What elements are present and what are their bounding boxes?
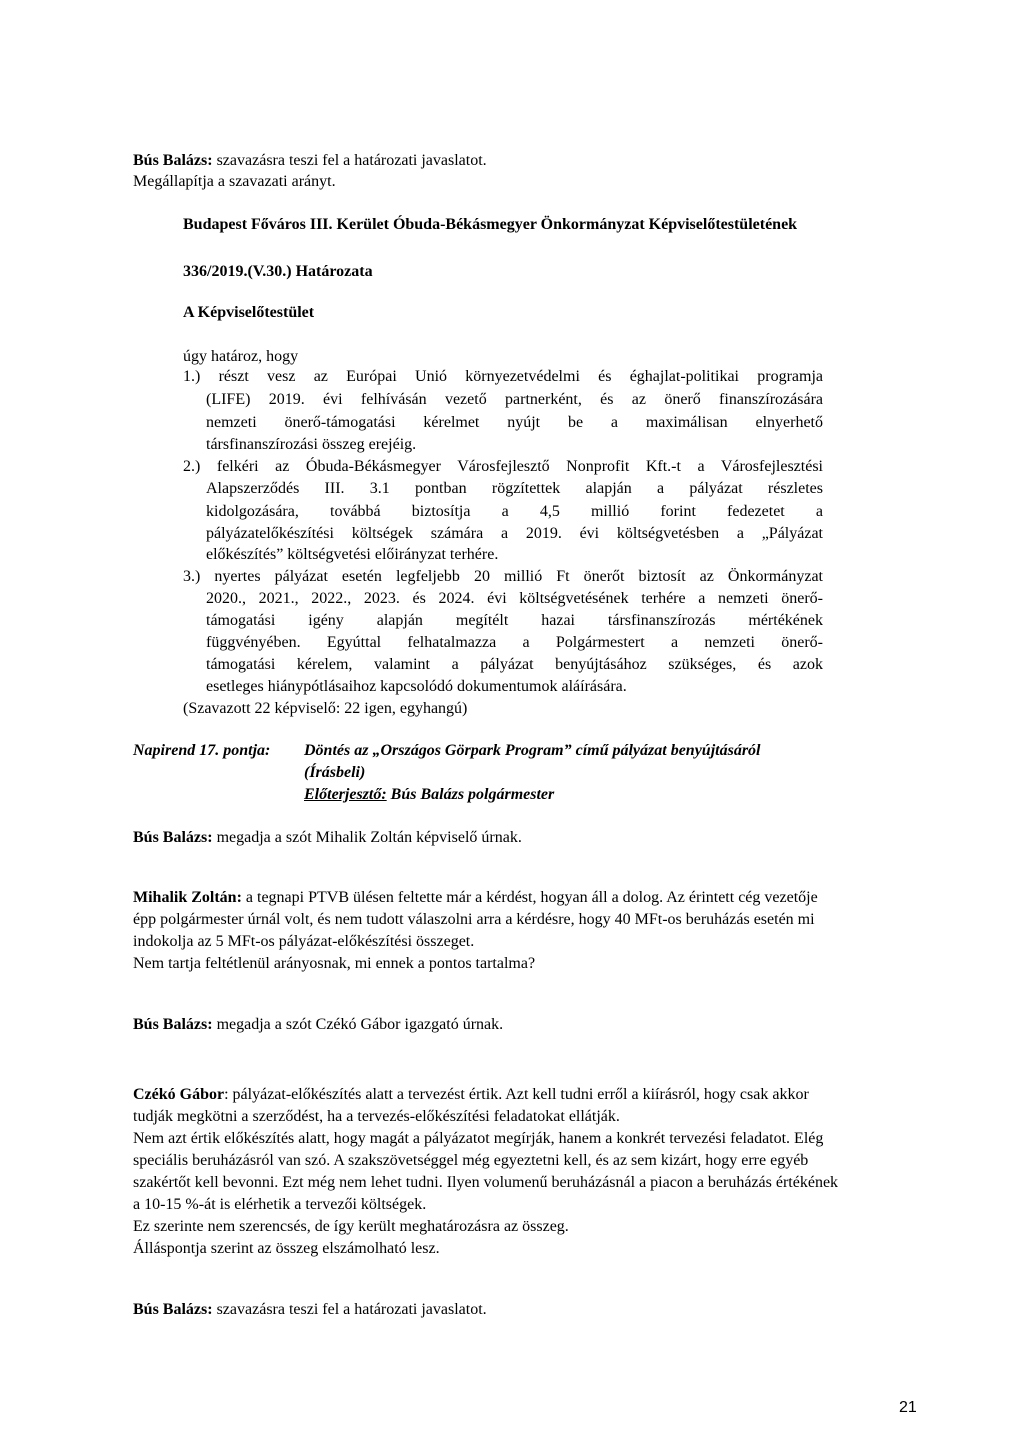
- speech-text: szakértőt kell bevonni. Ezt még nem lehet tudni. Ilyen volumenű beruházásnál a piacon a beruházás értékének: [133, 1174, 839, 1191]
- speech-text: Nem azt értik előkészítés alatt, hogy magát a pályázatot megírják, hanem a konkrét tervezési feladatot. Elég: [133, 1130, 824, 1147]
- speech-text: épp polgármester úrnál volt, és nem tudott válaszolni arra a kérdésre, hogy 40 MFt-os beruházás esetén mi: [133, 911, 815, 928]
- resolution-point-2-line: kidolgozására, továbbá biztosítja a 4,5 millió forint fedezetet a: [206, 503, 823, 520]
- resolution-body-title: A Képviselőtestület: [183, 304, 315, 321]
- page-number: 21: [899, 1399, 917, 1416]
- speech-text: Ez szerinte nem szerencsés, de így került meghatározásra az összeg.: [133, 1218, 569, 1235]
- resolution-number: 336/2019.(V.30.) Határozata: [183, 263, 373, 280]
- speaker-name: Mihalik Zoltán:: [133, 889, 242, 906]
- speaker-name: Bús Balázs:: [133, 152, 213, 169]
- resolution-point-3-line: támogatási kérelem, valamint a pályázat benyújtásához szükséges, és azok: [206, 656, 823, 673]
- speech-text: indokolja az 5 MFt-os pályázat-előkészítési összeget.: [133, 933, 475, 950]
- resolution-point-3-line: támogatási igény alapján megítélt hazai társfinanszírozás mértékének: [206, 612, 823, 629]
- presenter-label: Előterjesztő:: [304, 786, 387, 803]
- resolution-point-2-line: Alapszerződés III. 3.1 pontban rögzítettek alapján a pályázat részletes: [206, 480, 823, 497]
- speech-paragraph: [133, 1015, 503, 1035]
- speech-text: megadja a szót Czékó Gábor igazgató úrnak.: [212, 1016, 504, 1033]
- intro-line-2: Megállapítja a szavazati arányt.: [133, 173, 336, 190]
- speaker-name: Bús Balázs:: [133, 829, 213, 846]
- speech-text: speciális beruházásról van szó. A szakszövetséggel még egyeztetni kell, és az sem kizárt, hogy erre egyéb: [133, 1152, 809, 1169]
- resolution-point-3-line: 3.) nyertes pályázat esetén legfeljebb 20 millió Ft önerőt biztosít az Önkormányzat: [183, 568, 823, 585]
- speaker-name: Czékó Gábor: [133, 1086, 225, 1103]
- resolution-point-1-line: nemzeti önerő-támogatási kérelmet nyújt be a maximálisan elnyerhető: [206, 414, 823, 431]
- resolution-point-3-line: esetleges hiánypótlásaihoz kapcsolódó dokumentumok aláírására.: [206, 678, 627, 695]
- speech-paragraph: [133, 1085, 809, 1105]
- vote-result: (Szavazott 22 képviselő: 22 igen, egyhangú): [183, 700, 468, 717]
- agenda-title: Döntés az „Országos Görpark Program” című pályázat benyújtásáról: [304, 742, 761, 759]
- resolution-point-1-line: társfinanszírozási összeg erejéig.: [206, 436, 417, 453]
- resolution-point-3-line: függvényében. Egyúttal felhatalmazza a Polgármestert a nemzeti önerő-: [206, 634, 823, 651]
- speech-text: tudják megkötni a szerződést, ha a tervezés-előkészítési feladatokat ellátják.: [133, 1108, 620, 1125]
- speech-paragraph: [133, 828, 522, 848]
- resolution-point-2-line: 2.) felkéri az Óbuda-Békásmegyer Városfejlesztő Nonprofit Kft.-t a Városfejlesztési: [183, 458, 823, 475]
- speech-text: szavazásra teszi fel a határozati javaslatot.: [212, 152, 487, 169]
- speech-text: : pályázat-előkészítés alatt a tervezést értik. Azt kell tudni erről a kiírásról, hogy csak akkor: [224, 1086, 809, 1103]
- resolution-decides: úgy határoz, hogy: [183, 348, 299, 365]
- resolution-header: Budapest Főváros III. Kerület Óbuda-Békásmegyer Önkormányzat Képviselőtestületének: [183, 216, 798, 233]
- agenda-presenter-line: [304, 785, 554, 805]
- speech-text: a 10-15 %-át is elérhetik a tervezői költségek.: [133, 1196, 427, 1213]
- resolution-point-1-line: 1.) részt vesz az Európai Unió környezetvédelmi és éghajlat-politikai programja: [183, 368, 823, 385]
- intro-line: [133, 151, 487, 171]
- speech-text: megadja a szót Mihalik Zoltán képviselő úrnak.: [212, 829, 522, 846]
- agenda-label: Napirend 17. pontja:: [133, 742, 271, 759]
- speaker-name: Bús Balázs:: [133, 1301, 213, 1318]
- resolution-point-1-line: (LIFE) 2019. évi felhívásán vezető partnerként, és az önerő finanszírozására: [206, 391, 823, 408]
- speech-text: szavazásra teszi fel a határozati javaslatot.: [212, 1301, 487, 1318]
- speaker-name: Bús Balázs:: [133, 1016, 213, 1033]
- resolution-point-2-line: pályázatelőkészítési költségek számára a 2019. évi költségvetésben a „Pályázat: [206, 525, 823, 542]
- agenda-format: (Írásbeli): [304, 764, 366, 781]
- presenter-name: Bús Balázs polgármester: [386, 786, 555, 803]
- speech-text: a tegnapi PTVB ülésen feltette már a kérdést, hogyan áll a dolog. Az érintett cég vezetője: [241, 889, 818, 906]
- speech-paragraph: [133, 1300, 487, 1320]
- speech-text: Álláspontja szerint az összeg elszámolható lesz.: [133, 1240, 440, 1257]
- resolution-point-3-line: 2020., 2021., 2022., 2023. és 2024. évi költségvetésének terhére a nemzeti önerő-: [206, 590, 823, 607]
- resolution-point-2-line: előkészítés” költségvetési előirányzat terhére.: [206, 546, 499, 563]
- speech-paragraph: [133, 888, 818, 908]
- speech-text: Nem tartja feltétlenül arányosnak, mi ennek a pontos tartalma?: [133, 955, 536, 972]
